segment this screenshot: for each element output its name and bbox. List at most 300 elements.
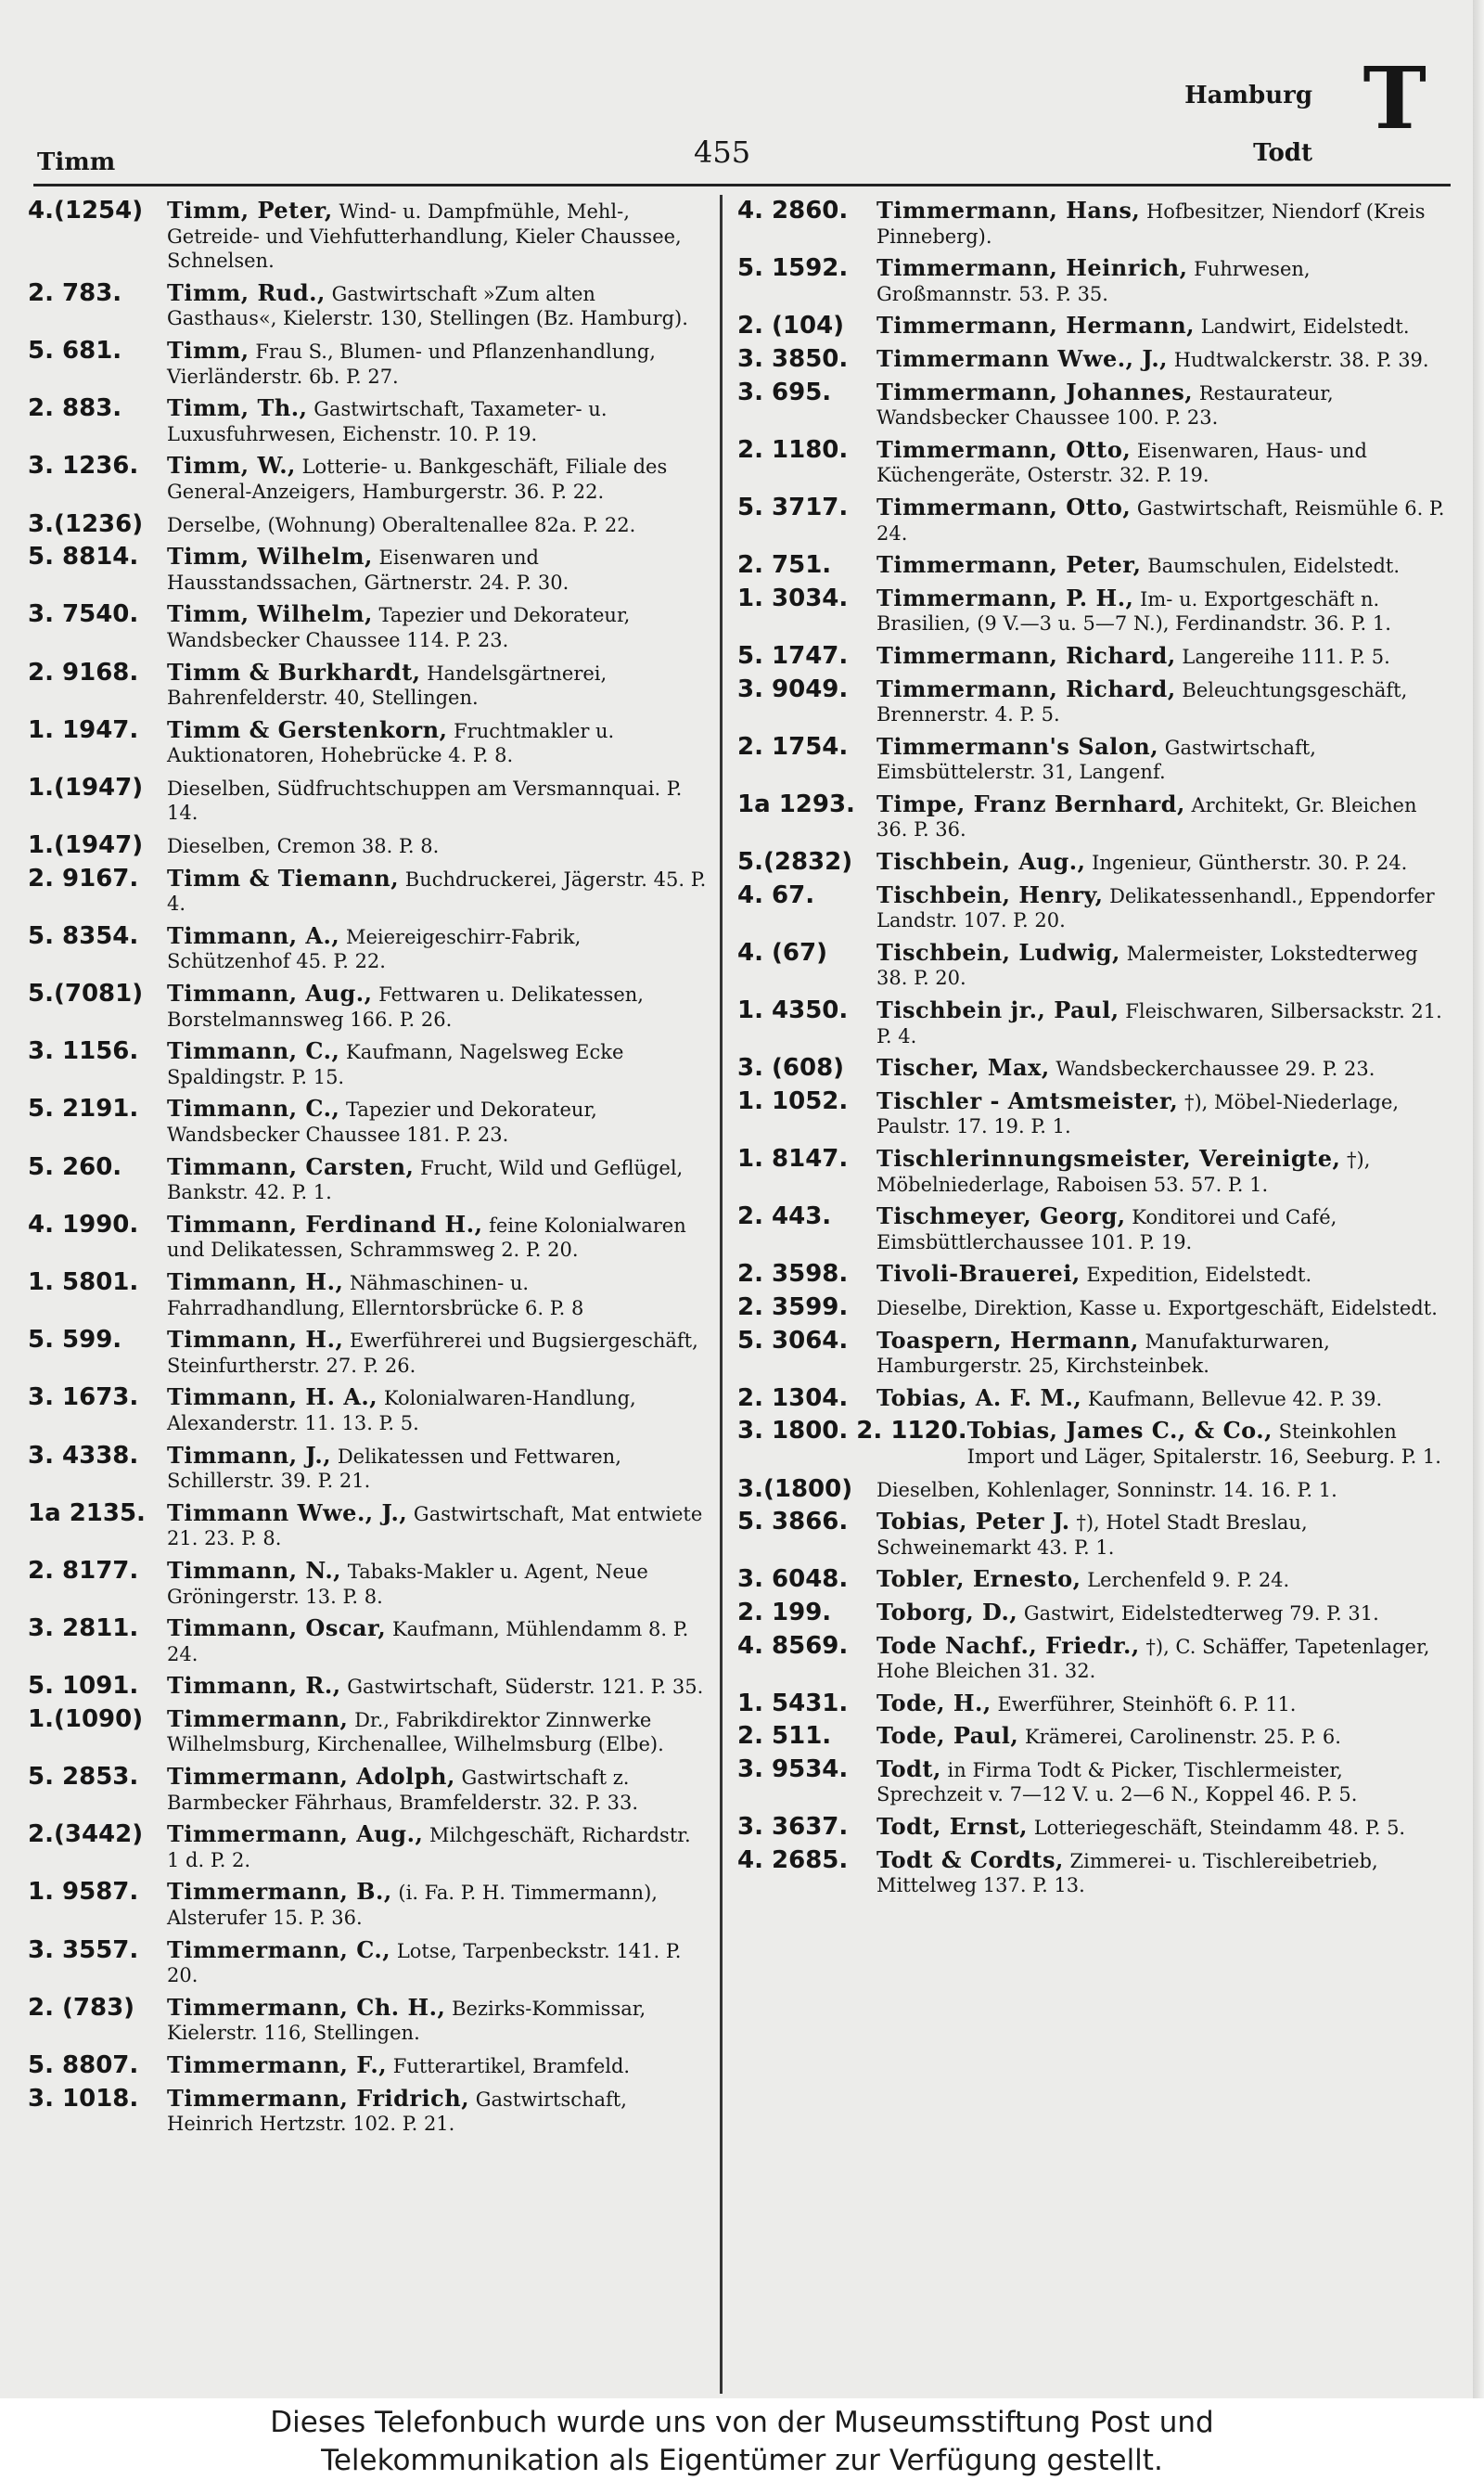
entry-name: Timmermann, Fridrich, bbox=[167, 2084, 470, 2112]
directory-entry bbox=[737, 1383, 1456, 1412]
phone-number: 1. 1947. bbox=[28, 715, 139, 744]
entry-name: Timmermann, F., bbox=[167, 2051, 388, 2078]
entry-body bbox=[876, 1383, 1456, 1412]
directory-entry bbox=[737, 1474, 1456, 1503]
directory-entry bbox=[737, 1510, 1456, 1560]
entry-name: Tode, Paul, bbox=[876, 1722, 1019, 1750]
directory-entry bbox=[28, 658, 714, 711]
entry-details: Kaufmann, Bellevue 42. P. 39. bbox=[1087, 1387, 1383, 1410]
entry-name: Tobias, Peter J. bbox=[876, 1508, 1070, 1536]
entry-name: Timm, Rud., bbox=[167, 278, 326, 306]
entry-body bbox=[876, 1567, 1456, 1593]
entry-details: Hudtwalckerstr. 38. P. 39. bbox=[1173, 348, 1429, 371]
entry-body bbox=[167, 396, 714, 446]
entry-body bbox=[167, 1935, 714, 1988]
entry-name: Timmermann, Aug., bbox=[167, 1820, 424, 1848]
entry-details: Manufakturwaren, Hamburgerstr. 25, Kirchsteinbek. bbox=[876, 1330, 1330, 1378]
phone-number: 1. 5431. bbox=[737, 1689, 849, 1717]
entry-name: Timpe, Franz Bernhard, bbox=[876, 790, 1185, 817]
entry-details: Derselbe, (Wohnung) Oberaltenallee 82a. P. 22. bbox=[167, 513, 636, 536]
entry-name: Timmann, C., bbox=[167, 1037, 340, 1065]
entry-name: Timmermann, Johannes, bbox=[876, 378, 1194, 405]
entry-body bbox=[876, 1086, 1456, 1139]
directory-entry bbox=[737, 1567, 1456, 1593]
entry-name: Tivoli-Brauerei, bbox=[876, 1260, 1081, 1288]
entry-name: Tischbein, Aug., bbox=[876, 848, 1086, 876]
directory-entry bbox=[737, 1086, 1456, 1139]
entry-name: Tischmeyer, Georg, bbox=[876, 1202, 1126, 1230]
phone-number: 5. 8807. bbox=[28, 2051, 139, 2079]
directory-entry bbox=[28, 1822, 714, 1872]
directory-entry bbox=[737, 586, 1456, 636]
entry-details: Fettwaren u. Delikatessen, Borstelmannsweg 166. P. 26. bbox=[167, 983, 644, 1031]
entry-details: Gastwirtschaft, Eimsbüttelerstr. 31, Langenf. bbox=[876, 736, 1316, 784]
entry-details: Kaufmann, Mühlendamm 8. P. 24. bbox=[167, 1618, 689, 1665]
entry-body bbox=[876, 1262, 1456, 1288]
running-head-city: Hamburg bbox=[1184, 82, 1312, 109]
entry-details: †), Hotel Stadt Breslau, Schweinemarkt 43. P. 1. bbox=[876, 1511, 1308, 1559]
entry-details: Ingenieur, Güntherstr. 30. P. 24. bbox=[1092, 852, 1408, 875]
phone-number: 3. 3637. bbox=[737, 1813, 849, 1842]
column-divider bbox=[720, 195, 723, 2394]
phone-number: 3.(1800) bbox=[737, 1474, 853, 1503]
directory-entry bbox=[737, 998, 1456, 1048]
phone-number: 2. 9167. bbox=[28, 864, 139, 893]
entry-details: feine Kolonialwaren und Delikatessen, Schrammsweg 2. P. 20. bbox=[167, 1214, 686, 1262]
entry-body bbox=[167, 1267, 714, 1320]
entry-details: Futterartikel, Bramfeld. bbox=[392, 2055, 631, 2077]
entry-name: Timmermann Wwe., J., bbox=[876, 344, 1169, 372]
entry-body bbox=[167, 278, 714, 331]
phone-number: 4. 8569. bbox=[737, 1631, 849, 1660]
entry-details: Restaurateur, Wandsbecker Chaussee 100. P. 23. bbox=[876, 381, 1334, 430]
directory-entry bbox=[737, 880, 1456, 933]
phone-number: 2. 1304. bbox=[737, 1383, 849, 1412]
entry-body bbox=[876, 677, 1456, 727]
entry-body bbox=[876, 998, 1456, 1048]
entry-body bbox=[876, 1147, 1456, 1197]
running-head-left: Timm bbox=[37, 148, 116, 176]
entry-name: Tischler - Amtsmeister, bbox=[876, 1086, 1179, 1114]
directory-entry bbox=[737, 850, 1456, 876]
entry-details: Malermeister, Lokstedterweg 38. P. 20. bbox=[876, 942, 1418, 990]
entry-details: Ewerführerei und Bugsiergeschäft, Steinfurtherstr. 27. P. 26. bbox=[167, 1330, 698, 1377]
page-number: 455 bbox=[694, 135, 751, 170]
phone-number: 2. (783) bbox=[28, 1993, 135, 2022]
entry-body bbox=[876, 1056, 1456, 1082]
directory-entry bbox=[737, 1691, 1456, 1717]
entry-name: Todt & Cordts, bbox=[876, 1845, 1064, 1873]
directory-entry bbox=[737, 1056, 1456, 1082]
entry-details: Dieselben, Kohlenlager, Sonninstr. 14. 16. P. 1. bbox=[876, 1478, 1337, 1501]
entry-details: Architekt, Gr. Bleichen 36. P. 36. bbox=[876, 793, 1417, 842]
phone-number: 3. 3850. bbox=[737, 344, 849, 373]
left-column bbox=[28, 199, 714, 2144]
entry-name: Timmermann, Richard, bbox=[876, 641, 1176, 669]
entry-details: Lotse, Tarpenbeckstr. 141. P. 20. bbox=[167, 1939, 682, 1987]
entry-body bbox=[876, 1477, 1456, 1503]
entry-body bbox=[876, 850, 1456, 876]
entry-details: Tabaks-Makler u. Agent, Neue Gröningerstr. 13. P. 8. bbox=[167, 1560, 648, 1608]
entry-details: Dieselben, Südfruchtschuppen am Versmannquai. P. 14. bbox=[167, 777, 683, 825]
directory-entry bbox=[737, 677, 1456, 727]
directory-entry bbox=[737, 1754, 1456, 1807]
entry-name: Timmann, Oscar, bbox=[167, 1614, 387, 1642]
entry-name: Timm, Peter, bbox=[167, 197, 333, 224]
entry-body bbox=[167, 1556, 714, 1609]
entry-details: Kaufmann, Nagelsweg Ecke Spaldingstr. P. 15. bbox=[167, 1041, 624, 1088]
entry-body bbox=[167, 1152, 714, 1205]
entry-name: Tobias, James C., & Co., bbox=[966, 1417, 1273, 1445]
entry-body bbox=[876, 1631, 1456, 1684]
phone-number: 3. 1236. bbox=[28, 452, 139, 481]
phone-number: 1.(1947) bbox=[28, 773, 144, 802]
entry-body bbox=[167, 1880, 714, 1930]
phone-number: 1.(1947) bbox=[28, 831, 144, 860]
directory-entry bbox=[28, 1441, 714, 1494]
entry-details: †), Möbel-Niederlage, Paulstr. 17. 19. P. 1. bbox=[876, 1090, 1400, 1138]
entry-name: Timm, W., bbox=[167, 452, 296, 480]
entry-details: Lerchenfeld 9. P. 24. bbox=[1087, 1569, 1290, 1592]
header-rule bbox=[33, 184, 1451, 186]
entry-body bbox=[167, 545, 714, 595]
entry-name: Timm, Th., bbox=[167, 394, 308, 422]
phone-number: 1. 3034. bbox=[737, 584, 849, 612]
entry-name: Timm, Wilhelm, bbox=[167, 600, 373, 628]
directory-entry bbox=[737, 1419, 1456, 1469]
entry-details: Tapezier und Dekorateur, Wandsbecker Chaussee 114. P. 23. bbox=[167, 604, 631, 651]
phone-number: 1. 5801. bbox=[28, 1267, 139, 1296]
directory-entry bbox=[737, 1326, 1456, 1379]
phone-number: 5. 3866. bbox=[737, 1508, 849, 1536]
phone-number: 4. (67) bbox=[737, 938, 827, 967]
directory-entry bbox=[28, 921, 714, 974]
phone-number: 2. 751. bbox=[737, 551, 832, 580]
phone-number: 3. 1673. bbox=[28, 1383, 139, 1412]
entry-name: Timmann, Ferdinand H., bbox=[167, 1210, 483, 1238]
entry-details: Gastwirtschaft, Mat entwiete 21. 23. P. 8. bbox=[167, 1502, 703, 1550]
entry-body bbox=[167, 776, 714, 826]
entry-name: Timmermann, Heinrich, bbox=[876, 254, 1188, 282]
entry-name: Timmann, Carsten, bbox=[167, 1152, 415, 1180]
entry-details: Beleuchtungsgeschäft, Brennerstr. 4. P. 5. bbox=[876, 678, 1408, 726]
entry-details: Gastwirtschaft, Taxameter- u. Luxusfuhrwesen, Eichenstr. 10. P. 19. bbox=[167, 398, 608, 445]
phone-number: 2. 1754. bbox=[737, 732, 849, 761]
phone-number: 5. 260. bbox=[28, 1152, 122, 1181]
entry-details: Langereihe 111. P. 5. bbox=[1182, 645, 1390, 668]
entry-name: Timmermann, Otto, bbox=[876, 493, 1132, 520]
entry-details: Baumschulen, Eidelstedt. bbox=[1147, 555, 1401, 578]
phone-number: 3. 1156. bbox=[28, 1037, 139, 1066]
directory-entry bbox=[28, 1210, 714, 1263]
phone-number: 2. 9168. bbox=[28, 658, 139, 687]
phone-number: 2. 3598. bbox=[737, 1260, 849, 1289]
entry-body bbox=[167, 2053, 714, 2079]
entry-body bbox=[876, 792, 1456, 842]
phone-number: 3. (608) bbox=[737, 1054, 845, 1083]
entry-body bbox=[167, 1822, 714, 1872]
entry-name: Tobler, Ernesto, bbox=[876, 1565, 1081, 1593]
entry-name: Timmann, R., bbox=[167, 1672, 341, 1700]
entry-name: Timmermann, Peter, bbox=[876, 551, 1142, 579]
directory-entry bbox=[28, 336, 714, 389]
directory-entry bbox=[28, 454, 714, 504]
entry-body bbox=[876, 435, 1456, 488]
entry-body bbox=[876, 1691, 1456, 1717]
entry-details: Gastwirtschaft »Zum alten Gasthaus«, Kielerstr. 130, Stellingen (Bz. Hamburg). bbox=[167, 282, 688, 330]
entry-details: Delikatessenhandl., Eppendorfer Landstr. 107. P. 20. bbox=[876, 884, 1435, 932]
entry-details: Fuhrwesen, Großmannstr. 53. P. 35. bbox=[876, 258, 1311, 305]
right-column bbox=[737, 199, 1456, 1906]
entry-details: Bezirks-Kommissar, Kielerstr. 116, Stellingen. bbox=[167, 1997, 646, 2045]
entry-name: Timmann, Aug., bbox=[167, 980, 373, 1008]
entry-name: Toborg, D., bbox=[876, 1598, 1018, 1625]
phone-number: 3.(1236) bbox=[28, 509, 144, 538]
entry-body bbox=[167, 1441, 714, 1494]
entry-details: Gastwirt, Eidelstedterweg 79. P. 31. bbox=[1023, 1601, 1379, 1625]
entry-details: †), Möbelniederlage, Raboisen 53. 57. P. 1. bbox=[876, 1149, 1371, 1196]
entry-body bbox=[167, 982, 714, 1032]
directory-entry bbox=[737, 199, 1456, 249]
directory-entry bbox=[737, 938, 1456, 991]
directory-entry bbox=[28, 602, 714, 652]
phone-number: 1. 8147. bbox=[737, 1145, 849, 1173]
phone-number: 2. 443. bbox=[737, 1202, 832, 1231]
entry-name: Tischbein, Henry, bbox=[876, 880, 1104, 908]
entry-body bbox=[876, 1600, 1456, 1626]
entry-name: Timmermann, B., bbox=[167, 1878, 392, 1906]
entry-name: Timmermann, C., bbox=[167, 1935, 391, 1963]
entry-name: Timmermann, Hermann, bbox=[876, 312, 1196, 340]
phone-number: 5. 1747. bbox=[737, 641, 849, 670]
directory-entry bbox=[28, 773, 714, 826]
phone-number: 3. 9049. bbox=[737, 675, 849, 703]
phone-number: 5. 8354. bbox=[28, 921, 139, 950]
entry-name: Timmermann, bbox=[167, 1704, 349, 1732]
directory-entry bbox=[28, 199, 714, 274]
entry-body bbox=[167, 1039, 714, 1089]
page-edge-shadow bbox=[1473, 0, 1484, 2398]
phone-number: 5. 1592. bbox=[737, 254, 849, 283]
phone-number: 2. 883. bbox=[28, 394, 122, 423]
entry-name: Timm & Gerstenkorn, bbox=[167, 715, 448, 743]
phone-number: 5. 2853. bbox=[28, 1763, 139, 1792]
entry-name: Timmermann, Richard, bbox=[876, 675, 1176, 702]
entry-details: Kolonialwaren-Handlung, Alexanderstr. 11. 13. P. 5. bbox=[167, 1387, 636, 1434]
phone-number: 1. 4350. bbox=[737, 996, 849, 1025]
entry-body bbox=[167, 454, 714, 504]
phone-number: 5.(7081) bbox=[28, 980, 144, 1009]
directory-entry bbox=[28, 1880, 714, 1930]
entry-details: Frau S., Blumen- und Pflanzenhandlung, Vierländerstr. 6b. P. 27. bbox=[167, 340, 656, 388]
entry-details: Frucht, Wild und Geflügel, Bankstr. 42. P. 1. bbox=[167, 1156, 684, 1204]
directory-entry bbox=[737, 792, 1456, 842]
entry-details: in Firma Todt & Picker, Tischlermeister, Sprechzeit v. 7—12 V. u. 2—6 N., Koppel 46. P. 5. bbox=[876, 1758, 1358, 1806]
entry-details: Handelsgärtnerei, Bahrenfelderstr. 40, Stellingen. bbox=[167, 662, 608, 710]
entry-details: Hofbesitzer, Niendorf (Kreis Pinneberg). bbox=[876, 200, 1426, 248]
phone-number: 2. 8177. bbox=[28, 1556, 139, 1585]
entry-body bbox=[876, 1845, 1456, 1898]
entry-body bbox=[167, 602, 714, 652]
directory-entry bbox=[737, 380, 1456, 430]
footer-line-1: Dieses Telefonbuch wurde uns von der Museumsstiftung Post und bbox=[270, 2406, 1214, 2439]
directory-entry bbox=[28, 1498, 714, 1551]
entry-body bbox=[167, 715, 714, 768]
phone-number: 1.(1090) bbox=[28, 1704, 144, 1733]
entry-body bbox=[167, 864, 714, 917]
directory-entry bbox=[28, 1097, 714, 1147]
entry-name: Timmermann, Adolph, bbox=[167, 1763, 455, 1791]
directory-entry bbox=[28, 1993, 714, 2046]
directory-entry bbox=[737, 553, 1456, 579]
directory-entry bbox=[737, 1845, 1456, 1898]
directory-entry bbox=[28, 1935, 714, 1988]
entry-details: Steinkohlen Import und Läger, Spitalerstr. 16, Seeburg. P. 1. bbox=[966, 1420, 1441, 1468]
directory-entry bbox=[737, 435, 1456, 488]
directory-entry bbox=[28, 833, 714, 859]
entry-body bbox=[876, 1295, 1456, 1321]
entry-body bbox=[876, 1326, 1456, 1379]
entry-name: Timmann, C., bbox=[167, 1095, 340, 1123]
phone-number: 2. 3599. bbox=[737, 1292, 849, 1321]
directory-entry bbox=[28, 1616, 714, 1666]
entry-details: Landwirt, Eidelstedt. bbox=[1200, 315, 1410, 339]
directory-entry bbox=[737, 1724, 1456, 1750]
entry-details: Fleischwaren, Silbersackstr. 21. P. 4. bbox=[876, 1000, 1442, 1047]
entry-details: Gastwirtschaft, Reismühle 6. P. 24. bbox=[876, 496, 1445, 545]
entry-name: Timmermann, Otto, bbox=[876, 435, 1132, 463]
directory-entry bbox=[28, 1152, 714, 1205]
entry-details: Zimmerei- u. Tischlereibetrieb, Mittelweg 137. P. 13. bbox=[876, 1849, 1378, 1897]
entry-name: Toaspern, Hermann, bbox=[876, 1326, 1139, 1354]
entry-body bbox=[876, 1724, 1456, 1750]
entry-body bbox=[167, 833, 714, 859]
entry-details: Im- u. Exportgeschäft n. Brasilien, (9 V.—3 u. 5—7 N.), Ferdinandstr. 36. P. 1. bbox=[876, 587, 1391, 636]
entry-body bbox=[167, 1674, 714, 1700]
directory-entry bbox=[28, 864, 714, 917]
directory-entry bbox=[737, 1204, 1456, 1254]
directory-entry bbox=[737, 1262, 1456, 1288]
phone-number: 2. 1180. bbox=[737, 435, 849, 464]
phone-number: 2. 511. bbox=[737, 1722, 832, 1751]
entry-body bbox=[167, 658, 714, 711]
directory-entry bbox=[737, 732, 1456, 785]
phone-number: 4. 67. bbox=[737, 880, 815, 909]
entry-details: Meiereigeschirr-Fabrik, Schützenhof 45. P. 22. bbox=[167, 925, 582, 973]
entry-body bbox=[167, 2084, 714, 2137]
entry-name: Timmann, H. A., bbox=[167, 1383, 378, 1411]
directory-entry bbox=[28, 1556, 714, 1609]
phone-number: 2. 199. bbox=[737, 1598, 832, 1626]
entry-details: Dieselbe, Direktion, Kasse u. Exportgeschäft, Eidelstedt. bbox=[876, 1296, 1438, 1319]
entry-name: Timmermann, Hans, bbox=[876, 197, 1141, 224]
entry-name: Timm & Burkhardt, bbox=[167, 658, 421, 686]
directory-entry bbox=[28, 982, 714, 1032]
entry-name: Tischlerinnungsmeister, Vereinigte, bbox=[876, 1145, 1341, 1172]
entry-name: Tobias, A. F. M., bbox=[876, 1383, 1082, 1411]
directory-entry bbox=[28, 278, 714, 331]
entry-details: Konditorei und Café, Eimsbüttlerchaussee 101. P. 19. bbox=[876, 1206, 1337, 1253]
phone-number: 5. 2191. bbox=[28, 1095, 139, 1124]
entry-body bbox=[167, 1616, 714, 1666]
entry-name: Timmann, A., bbox=[167, 921, 340, 949]
directory-entry bbox=[737, 256, 1456, 306]
phone-number: 3. 9534. bbox=[737, 1754, 849, 1783]
entry-body bbox=[876, 732, 1456, 785]
footer-line-2: Telekommunikation als Eigentümer zur Verfügung gestellt. bbox=[321, 2444, 1163, 2477]
directory-entry bbox=[28, 1328, 714, 1378]
entry-details: (i. Fa. P. H. Timmermann), Alsterufer 15. P. 36. bbox=[167, 1882, 658, 1930]
entry-body bbox=[167, 1765, 714, 1815]
entry-body bbox=[167, 1993, 714, 2046]
entry-name: Timmann, H., bbox=[167, 1267, 344, 1295]
entry-details: Buchdruckerei, Jägerstr. 45. P. 4. bbox=[167, 867, 707, 916]
entry-details: Lotteriegeschäft, Steindamm 48. P. 5. bbox=[1033, 1817, 1406, 1840]
entry-name: Todt, bbox=[876, 1754, 941, 1782]
directory-entry bbox=[28, 1385, 714, 1435]
entry-body bbox=[876, 256, 1456, 306]
entry-details: Milchgeschäft, Richardstr. 1 d. P. 2. bbox=[167, 1824, 691, 1871]
phone-number: 3. 1018. bbox=[28, 2084, 139, 2113]
phone-number: 5. 1091. bbox=[28, 1672, 139, 1701]
directory-entry bbox=[28, 1267, 714, 1320]
entry-details: Tapezier und Dekorateur, Wandsbecker Chaussee 181. P. 23. bbox=[167, 1099, 597, 1146]
phone-number: 4.(1254) bbox=[28, 197, 144, 225]
entry-body bbox=[876, 380, 1456, 430]
entry-details: Expedition, Eidelstedt. bbox=[1086, 1264, 1312, 1287]
directory-entry bbox=[737, 495, 1456, 546]
phone-number: 2.(3442) bbox=[28, 1820, 144, 1849]
phone-number: 3. 6048. bbox=[737, 1565, 849, 1594]
phone-number: 4. 1990. bbox=[28, 1210, 139, 1239]
entry-name: Timmermann, Ch. H., bbox=[167, 1993, 446, 2021]
entry-body bbox=[876, 880, 1456, 933]
directory-entry bbox=[737, 641, 1456, 670]
entry-body bbox=[167, 1210, 714, 1263]
directory-entry bbox=[28, 2053, 714, 2079]
phone-number: 1. 1052. bbox=[737, 1086, 849, 1115]
entry-name: Timmermann's Salon, bbox=[876, 732, 1159, 760]
entry-body bbox=[967, 1419, 1456, 1469]
entry-body bbox=[167, 199, 714, 274]
phone-number: 3. 4338. bbox=[28, 1441, 139, 1470]
running-head-right: Todt bbox=[1253, 139, 1312, 167]
phone-number: 5. 3064. bbox=[737, 1326, 849, 1355]
entry-body bbox=[876, 1204, 1456, 1254]
phone-number: 5.(2832) bbox=[737, 848, 853, 877]
entry-details: Delikatessen und Fettwaren, Schillerstr. 39. P. 21. bbox=[167, 1445, 621, 1493]
entry-details: Dr., Fabrikdirektor Zinnwerke Wilhelmsburg, Kirchenallee, Wilhelmsburg (Elbe). bbox=[167, 1708, 664, 1756]
entry-body bbox=[876, 1754, 1456, 1807]
entry-body bbox=[167, 512, 714, 538]
entry-body bbox=[876, 344, 1456, 373]
entry-body bbox=[876, 199, 1456, 249]
entry-details: Dieselben, Cremon 38. P. 8. bbox=[167, 835, 440, 858]
entry-body bbox=[876, 586, 1456, 636]
entry-body bbox=[876, 1510, 1456, 1560]
phone-number: 5. 681. bbox=[28, 336, 122, 365]
phone-number: 1a 1293. bbox=[737, 790, 855, 818]
entry-details: Eisenwaren, Haus- und Küchengeräte, Osterstr. 32. P. 19. bbox=[876, 439, 1367, 487]
phone-number: 1. 9587. bbox=[28, 1878, 139, 1907]
entry-name: Timmann, H., bbox=[167, 1326, 344, 1354]
entry-name: Timm & Tiemann, bbox=[167, 864, 400, 892]
directory-entry bbox=[737, 314, 1456, 340]
entry-details: †), C. Schäffer, Tapetenlager, Hohe Bleichen 31. 32. bbox=[876, 1635, 1430, 1683]
entry-name: Tischbein jr., Paul, bbox=[876, 996, 1119, 1024]
directory-entry bbox=[737, 1815, 1456, 1841]
entry-name: Timmann, N., bbox=[167, 1556, 342, 1584]
